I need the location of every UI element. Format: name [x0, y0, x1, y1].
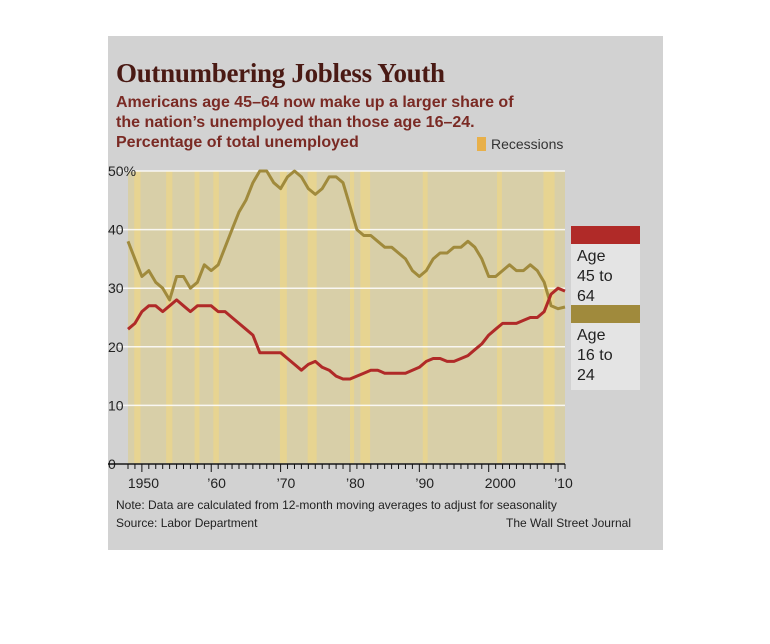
- recession-band: [166, 171, 172, 464]
- legend-label-16-24-line2: 16 to 24: [577, 347, 613, 384]
- recession-band: [308, 171, 317, 464]
- footnote: Note: Data are calculated from 12-month moving averages to adjust for seasonality: [116, 498, 557, 512]
- x-tick-label: ’90: [415, 475, 435, 491]
- x-tick-label: ’80: [345, 475, 365, 491]
- recession-band: [195, 171, 200, 464]
- publisher-credit: The Wall Street Journal: [506, 516, 631, 530]
- legend-label-45-64-line2: 45 to 64: [577, 268, 613, 305]
- legend-age-16-24: [571, 305, 640, 390]
- recession-band: [360, 171, 370, 464]
- source-note: Source: Labor Department: [116, 516, 258, 530]
- legend-label-16-24-line1: Age: [577, 327, 606, 344]
- chart-title: Outnumbering Jobless Youth: [116, 58, 445, 88]
- y-tick-label: 50%: [108, 163, 137, 179]
- y-axis-label: Percentage of total unemployed: [116, 134, 359, 151]
- y-tick-label: 10: [108, 397, 124, 414]
- legend-age-45-64: [571, 226, 640, 311]
- chart-subtitle: Americans age 45–64 now make up a larger share of the nation’s unemployed than those age 16–24.: [116, 94, 514, 131]
- legend-swatch-16-24: [571, 305, 640, 323]
- chart-card: [108, 36, 663, 550]
- x-tick-label: 2000: [484, 475, 516, 491]
- legend-label-45-64-line1: Age: [577, 248, 606, 265]
- recession-band: [423, 171, 428, 464]
- y-tick-label: 0: [108, 456, 116, 472]
- y-tick-label: 20: [108, 338, 124, 355]
- y-tick-label: 30: [108, 280, 124, 297]
- recession-band: [213, 171, 219, 464]
- x-tick-label: ’70: [276, 475, 296, 491]
- x-tick-label: ’60: [207, 475, 226, 491]
- recession-legend-label: Recessions: [491, 136, 564, 152]
- x-tick-label: 1950: [127, 475, 160, 491]
- recession-band: [543, 171, 554, 464]
- recession-band: [280, 171, 287, 464]
- recession-band: [497, 171, 502, 464]
- y-tick-label: 40: [108, 221, 124, 238]
- legend-swatch-45-64: [571, 226, 640, 244]
- x-tick-label: ’10: [554, 475, 573, 491]
